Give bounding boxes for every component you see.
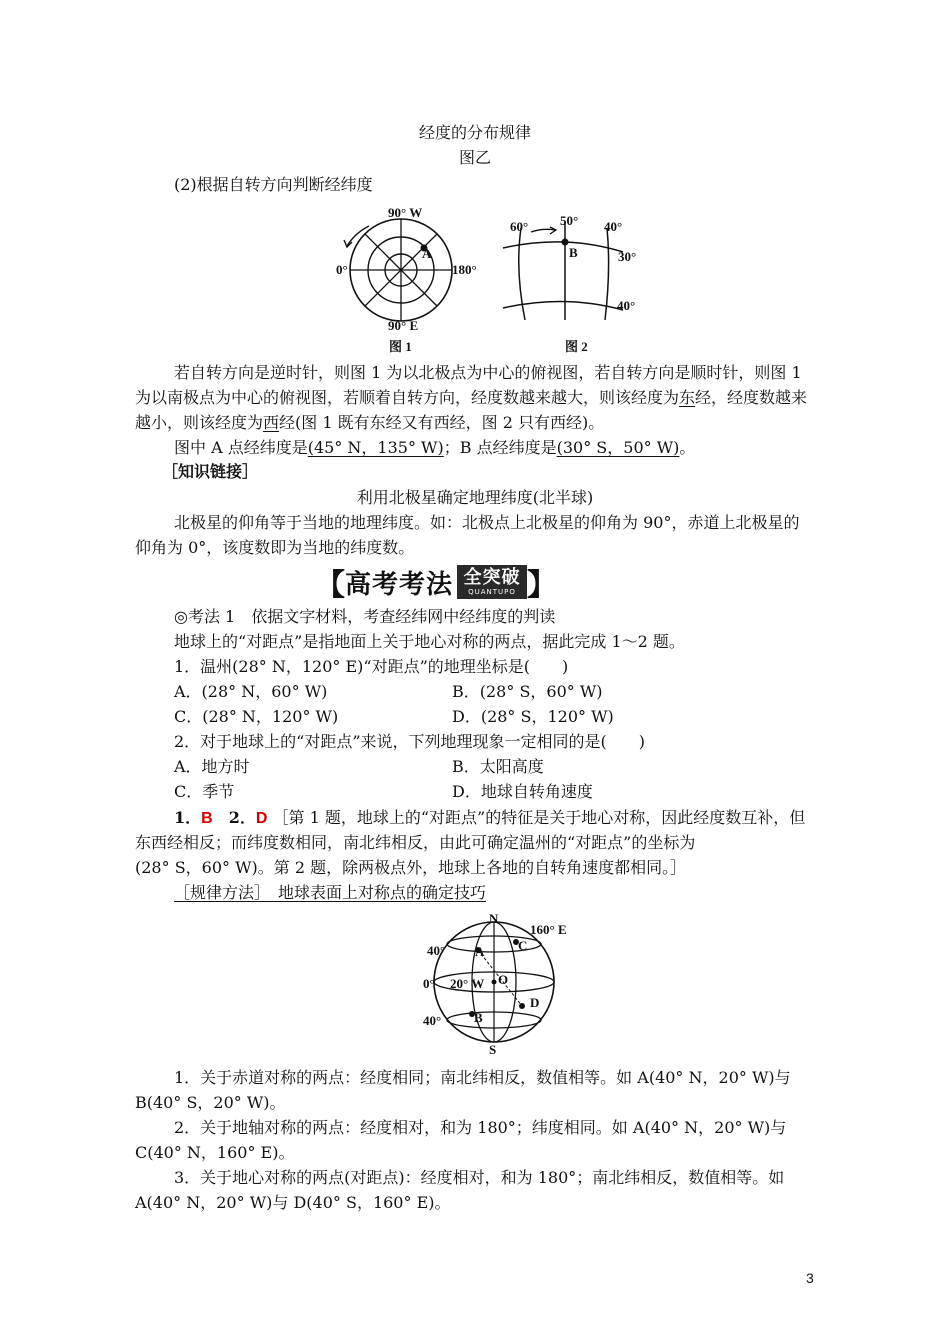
globe-lat-0: 0° bbox=[423, 976, 435, 991]
fig1-point-a: A bbox=[422, 246, 432, 261]
globe-point-a: A bbox=[475, 944, 485, 959]
globe-s: S bbox=[489, 1042, 497, 1057]
globe-point-b: B bbox=[474, 1010, 483, 1025]
page-number: 3 bbox=[806, 1270, 814, 1286]
explain-line-4: 图中 A 点经纬度是(45° N，135° W)；B 点经纬度是(30° S，50° W)。 bbox=[174, 438, 696, 457]
q1-option-a: A．(28° N，60° W) bbox=[174, 682, 328, 701]
banner-badge-sub: QUANTUPO bbox=[468, 588, 516, 596]
rule-3a: 3．关于地心对称的两点(对距点)：经度相对，和为 180°；南北纬相反，数值相等。如 bbox=[174, 1168, 785, 1187]
section-heading: (2)根据自转方向判断经纬度 bbox=[174, 175, 373, 194]
rule-1b: B(40° S，20° W)。 bbox=[135, 1093, 286, 1112]
knowledge-tag: ［知识链接］ bbox=[162, 462, 259, 481]
explain-line-3: 越小，则该经度为西经(图 1 既有东经又有西经，图 2 只有西经)。 bbox=[135, 413, 605, 432]
fig2-lat-40: 40° bbox=[617, 298, 636, 313]
rule-2b: C(40° N，160° E)。 bbox=[135, 1143, 295, 1162]
figure-label: 图乙 bbox=[458, 148, 491, 167]
rule-3b: A(40° N，20° W)与 D(40° S，160° E)。 bbox=[135, 1193, 451, 1212]
fig2-lon-50: 50° bbox=[560, 213, 579, 228]
q2-option-b: B．太阳高度 bbox=[452, 757, 544, 776]
knowledge-title: 利用北极星确定地理纬度(北半球) bbox=[356, 488, 594, 507]
fig1-right-label: 180° bbox=[452, 262, 477, 277]
rule-2a: 2．关于地轴对称的两点：经度相对，和为 180°；纬度相同。如 A(40° N，20° W)与 bbox=[174, 1118, 787, 1137]
method-title: ◎考法 1 依据文字材料，考查经纬网中经纬度的判读 bbox=[174, 607, 556, 626]
q1-option-b: B．(28° S，60° W) bbox=[452, 682, 603, 701]
answer-line-2: 东西经相反；而纬度数相同，南北纬相反，由此可确定温州的“对距点”的坐标为 bbox=[135, 833, 696, 852]
q1-option-d: D．(28° S，120° W) bbox=[452, 707, 614, 726]
banner-badge bbox=[457, 565, 527, 599]
point-o-dot bbox=[492, 980, 497, 985]
distribution-title: 经度的分布规律 bbox=[418, 123, 531, 142]
globe-lon-20w: 20° W bbox=[450, 976, 485, 991]
explain-line-1: 若自转方向是逆时针，则图 1 为以北极点为中心的俯视图，若自转方向是顺时针，则图 1 bbox=[174, 363, 802, 382]
fig1-bottom-label: 90° E bbox=[388, 318, 419, 333]
globe-n: N bbox=[489, 911, 499, 926]
q2-option-d: D．地球自转角速度 bbox=[452, 782, 593, 801]
answer-line-3: (28° S，60° W)。第 2 题，除两极点外，地球上各地的自转角速度都相同。］ bbox=[135, 858, 687, 877]
knowledge-line-2: 仰角为 0°，该度数即为当地的纬度数。 bbox=[135, 538, 415, 557]
banner-left-bracket: 【 bbox=[315, 568, 345, 603]
fig1-caption: 图 1 bbox=[389, 339, 412, 354]
fig2-caption: 图 2 bbox=[565, 339, 588, 354]
answer-2: D bbox=[255, 810, 268, 827]
banner-text: 高考考法 bbox=[345, 569, 454, 600]
q1-option-c: C．(28° N，120° W) bbox=[174, 707, 339, 726]
q2-option-a: A．地方时 bbox=[174, 757, 250, 776]
fig2-lon-60: 60° bbox=[510, 219, 529, 234]
explain-line-2: 为以南极点为中心的俯视图，若顺着自转方向，经度数越来越大，则该经度为东经，经度数越来 bbox=[135, 388, 808, 407]
fig2-point-b: B bbox=[569, 245, 578, 260]
point-b-dot bbox=[562, 239, 569, 246]
banner-badge-main: 全突破 bbox=[463, 567, 521, 588]
answer-1: B bbox=[201, 810, 213, 827]
globe-lon-160: 160° E bbox=[530, 922, 567, 937]
globe-point-o: O bbox=[498, 972, 509, 987]
question-2: 2．对于地球上的“对距点”来说，下列地理现象一定相同的是( ) bbox=[174, 732, 646, 751]
fig2-lat-30: 30° bbox=[618, 249, 637, 264]
question-1: 1．温州(28° N，120° E)“对距点”的地理坐标是( ) bbox=[174, 657, 569, 676]
globe-point-d: D bbox=[530, 995, 540, 1010]
globe-lat-40s: 40° bbox=[423, 1013, 442, 1028]
method-intro: 地球上的“对距点”是指地面上关于地心对称的两点，据此完成 1～2 题。 bbox=[174, 632, 685, 651]
fig1-top-label: 90° W bbox=[388, 205, 423, 220]
globe-lat-40n: 40° bbox=[427, 943, 446, 958]
rule-title: ［规律方法］ 地球表面上对称点的确定技巧 bbox=[174, 883, 487, 902]
knowledge-line-1: 北极星的仰角等于当地的地理纬度。如：北极点上北极星的仰角为 90°，赤道上北极星的 bbox=[174, 513, 800, 532]
answer-line-1: 1．B 2．D ［第 1 题，地球上的“对距点”的特征是关于地心对称，因此经度数互补，但 bbox=[174, 808, 806, 827]
section-banner bbox=[315, 565, 558, 603]
globe-point-c: C bbox=[518, 938, 528, 953]
banner-right-bracket: 】 bbox=[527, 568, 558, 603]
fig2-lon-40: 40° bbox=[604, 219, 623, 234]
fig1-left-label: 0° bbox=[336, 262, 348, 277]
rule-1a: 1．关于赤道对称的两点：经度相同；南北纬相反，数值相等。如 A(40° N，20° W)与 bbox=[174, 1068, 791, 1087]
q2-option-c: C．季节 bbox=[174, 782, 235, 801]
